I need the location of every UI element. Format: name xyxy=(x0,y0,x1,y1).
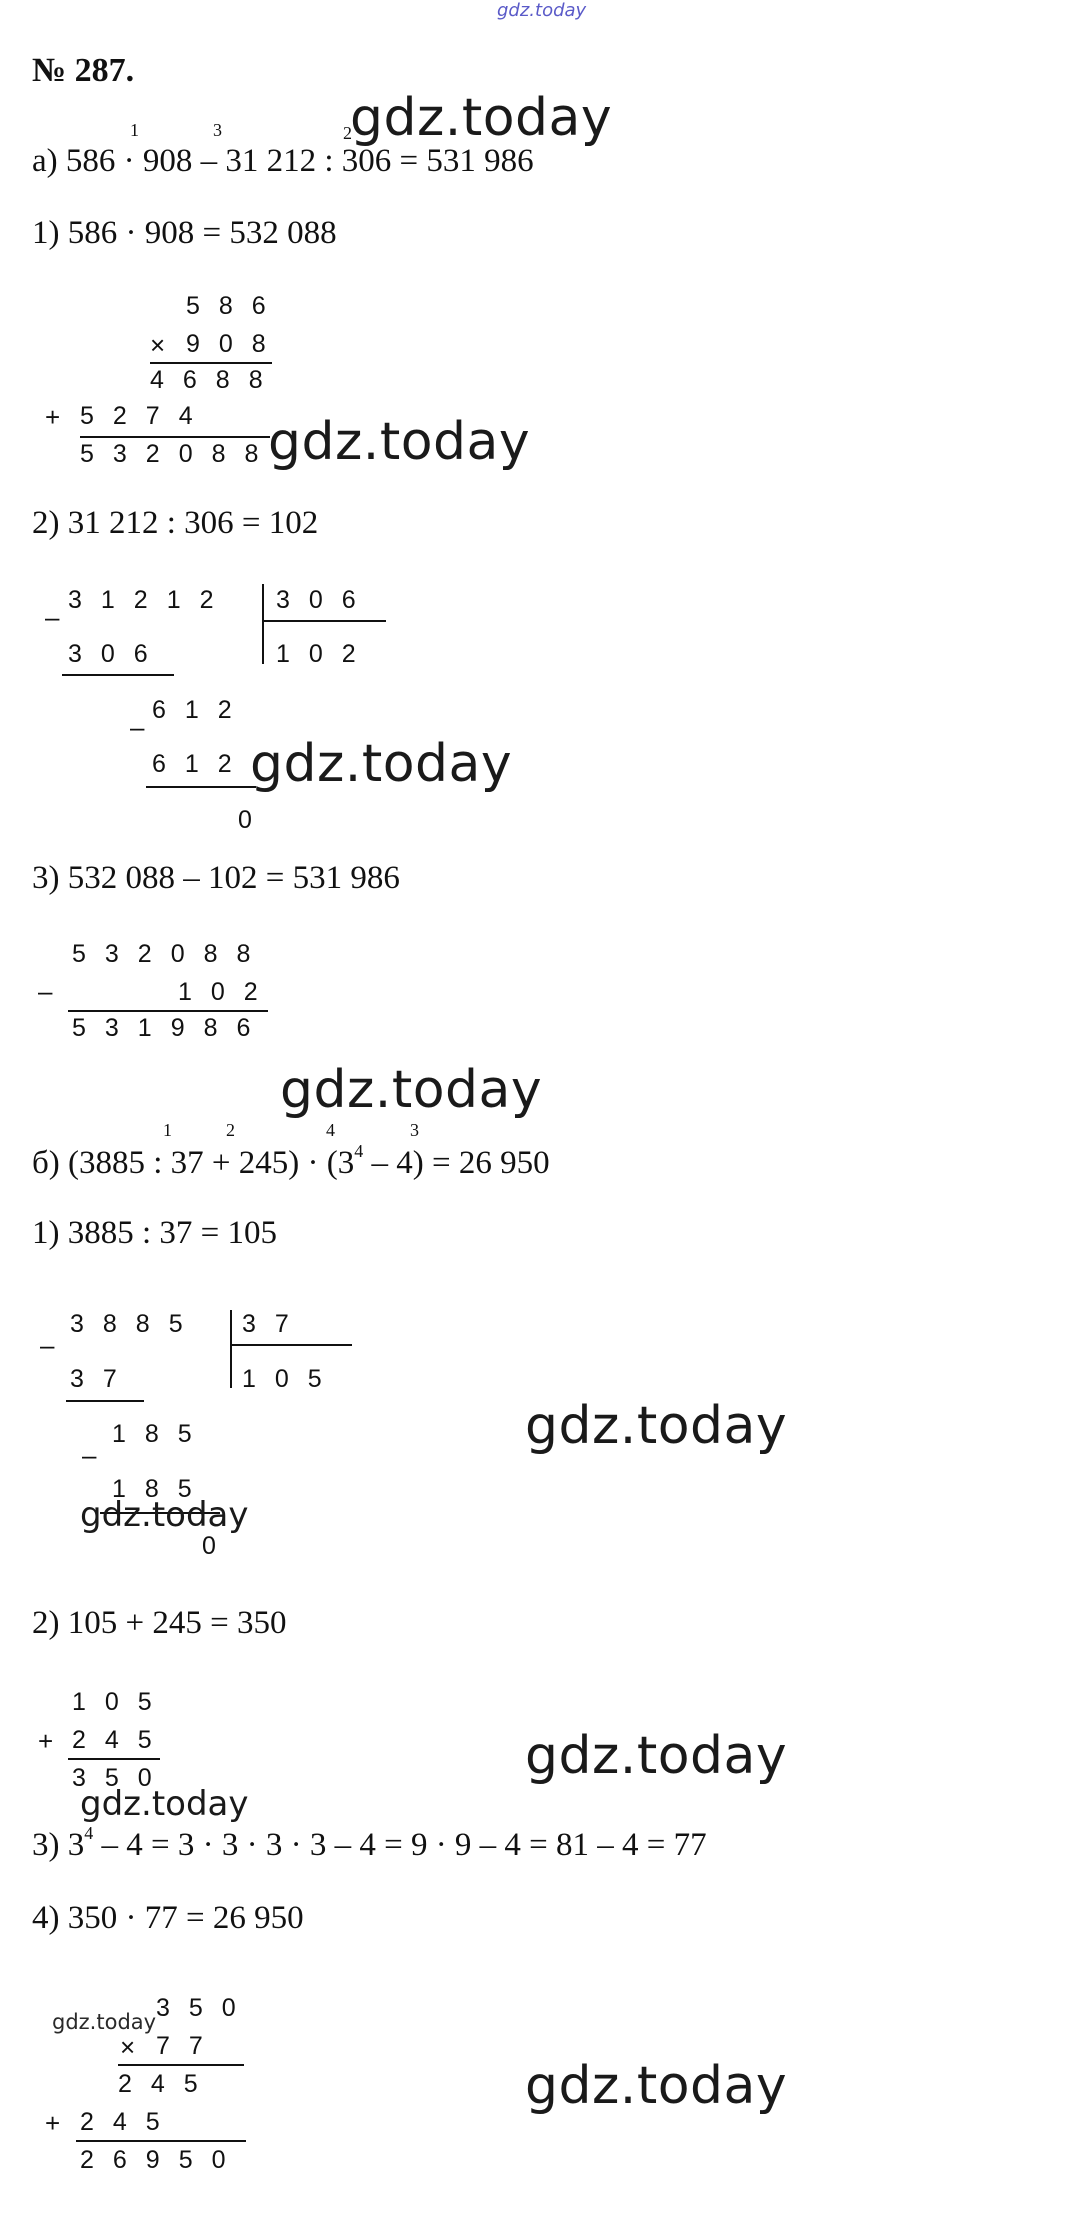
order-mark: 3 xyxy=(410,1120,419,1140)
watermark: gdz.today xyxy=(525,1726,788,1786)
subtrahend: 612 xyxy=(152,750,251,778)
digits-row: 350 xyxy=(156,1994,255,2022)
subtrahend: 306 xyxy=(68,640,167,668)
subtrahend: 37 xyxy=(70,1365,136,1393)
expression-text: – 4) = 26 950 xyxy=(363,1145,550,1181)
rule xyxy=(68,1758,160,1760)
order-mark: 2 xyxy=(343,123,352,143)
rule xyxy=(76,2140,246,2142)
expression-text: – 4 = 3 · 3 · 3 · 3 – 4 = 9 · 9 – 4 = 81 – 4 = 77 xyxy=(93,1827,707,1863)
minus-sign: – xyxy=(130,712,145,742)
step-b2-text: 2) 105 + 245 = 350 xyxy=(32,1605,287,1641)
minus-sign: – xyxy=(40,1330,55,1360)
multiply-sign: × xyxy=(120,2032,136,2062)
watermark: gdz.today xyxy=(80,1784,249,1824)
watermark: gdz.today xyxy=(268,412,531,472)
rule xyxy=(150,362,272,364)
step-b3-text xyxy=(32,1823,707,1864)
order-mark: 3 xyxy=(213,120,222,140)
step-b4-text: 4) 350 · 77 = 26 950 xyxy=(32,1900,304,1936)
minus-sign: – xyxy=(82,1440,97,1470)
division-bar xyxy=(262,584,264,664)
digits-row: 245 xyxy=(118,2070,217,2098)
divisor: 306 xyxy=(276,586,375,614)
digits-row: 531986 xyxy=(72,1014,270,1042)
divisor: 37 xyxy=(242,1310,308,1338)
quotient: 105 xyxy=(242,1365,341,1393)
plus-sign: + xyxy=(45,402,61,432)
watermark: gdz.today xyxy=(80,1495,249,1535)
rule xyxy=(68,1010,268,1012)
remainder-row: 612 xyxy=(152,696,251,724)
order-mark: 1 xyxy=(163,1120,172,1140)
part-a-expression: а) 586 · 908 – 31 212 : 306 = 531 986 xyxy=(32,143,534,179)
dividend: 31212 xyxy=(68,586,233,614)
digits-row: 4688 xyxy=(150,366,282,394)
subtrahend: 185 xyxy=(112,1475,211,1503)
order-mark: 2 xyxy=(226,1120,235,1140)
rule xyxy=(262,620,386,622)
exponent: 4 xyxy=(84,1823,94,1843)
watermark: gdz.today xyxy=(525,2056,788,2116)
division-bar xyxy=(230,1310,232,1388)
rule xyxy=(66,1400,144,1402)
digits-row: 77 xyxy=(156,2032,222,2060)
rule xyxy=(80,436,270,438)
digits-row: 908 xyxy=(186,330,285,358)
digits-row: 245 xyxy=(80,2108,179,2136)
digits-row: 5274 xyxy=(80,402,212,430)
digits-row: 102 xyxy=(178,978,277,1006)
order-mark: 1 xyxy=(130,120,139,140)
final-remainder: 0 xyxy=(238,806,271,834)
step-a1-text: 1) 586 · 908 = 532 088 xyxy=(32,215,337,251)
problem-number: № 287. xyxy=(32,52,135,89)
digits-row: 245 xyxy=(72,1726,171,1754)
watermark: gdz.today xyxy=(52,2010,157,2034)
step-a3-text: 3) 532 088 – 102 = 531 986 xyxy=(32,860,400,896)
rule xyxy=(146,786,256,788)
rule xyxy=(62,674,174,676)
multiply-sign: × xyxy=(150,330,166,360)
plus-sign: + xyxy=(38,1726,54,1756)
digits-row: 105 xyxy=(72,1688,171,1716)
step-a2-text: 2) 31 212 : 306 = 102 xyxy=(32,505,319,541)
expression-text: 3) 3 xyxy=(32,1827,85,1863)
plus-sign: + xyxy=(45,2108,61,2138)
order-mark: 4 xyxy=(326,1120,335,1140)
expression-text: б) (3885 : 37 + 245) · (3 xyxy=(32,1145,355,1181)
minus-sign: – xyxy=(38,976,53,1006)
watermark: gdz.today xyxy=(525,1396,788,1456)
exponent: 4 xyxy=(354,1141,364,1161)
dividend: 3885 xyxy=(70,1310,202,1338)
digits-row: 532088 xyxy=(72,940,270,968)
watermark: gdz.today xyxy=(280,1060,543,1120)
header-watermark: gdz.today xyxy=(497,0,587,21)
minus-sign: – xyxy=(45,602,60,632)
watermark: gdz.today xyxy=(250,734,513,794)
digits-row: 350 xyxy=(72,1764,171,1792)
part-b-expression xyxy=(32,1141,550,1182)
remainder-row: 185 xyxy=(112,1420,211,1448)
watermark: gdz.today xyxy=(350,88,613,148)
step-b1-text: 1) 3885 : 37 = 105 xyxy=(32,1215,278,1251)
digits-row: 586 xyxy=(186,292,285,320)
rule xyxy=(118,2064,244,2066)
digits-row: 26950 xyxy=(80,2146,245,2174)
rule xyxy=(230,1344,352,1346)
final-remainder: 0 xyxy=(202,1532,235,1560)
digits-row: 532088 xyxy=(80,440,278,468)
quotient: 102 xyxy=(276,640,375,668)
